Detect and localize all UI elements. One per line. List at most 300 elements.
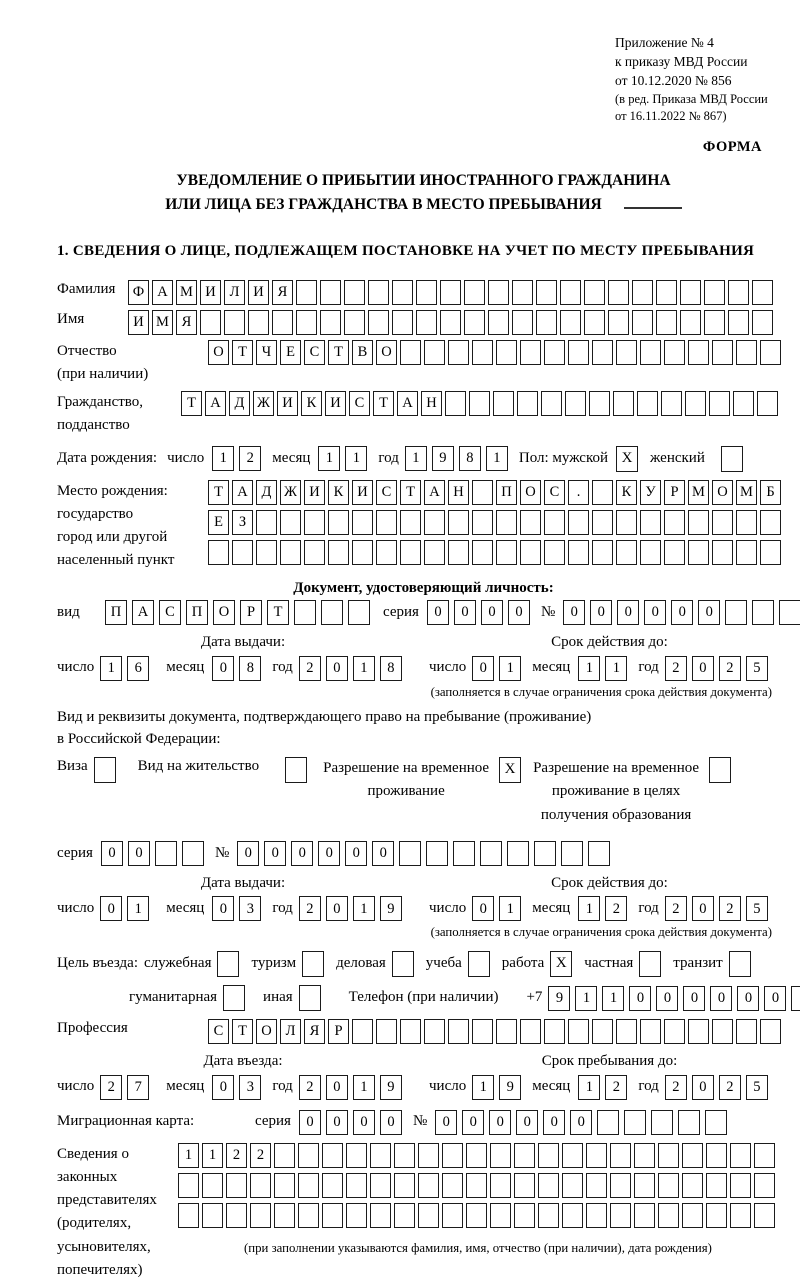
char-cell[interactable] [712,1019,733,1044]
char-cell[interactable] [250,1173,271,1198]
char-cell[interactable] [464,310,485,335]
char-cell[interactable]: 0 [212,1075,234,1100]
char-cell[interactable] [562,1173,583,1198]
char-cell[interactable]: А [424,480,445,505]
char-cell[interactable]: И [352,480,373,505]
char-cell[interactable]: 5 [746,896,768,921]
char-cell[interactable]: 0 [462,1110,484,1135]
char-cell[interactable] [565,391,586,416]
char-cell[interactable]: Р [240,600,262,625]
char-cell[interactable] [424,540,445,565]
gender-female-checkbox[interactable] [721,446,743,472]
char-cell[interactable]: Р [664,480,685,505]
char-cell[interactable] [394,1143,415,1168]
char-cell[interactable]: К [328,480,349,505]
char-cell[interactable]: 0 [590,600,612,625]
char-cell[interactable] [328,540,349,565]
purpose-business-checkbox[interactable] [392,951,414,977]
char-cell[interactable] [448,1019,469,1044]
char-cell[interactable]: С [208,1019,229,1044]
char-cell[interactable]: 9 [548,986,570,1011]
char-cell[interactable] [538,1143,559,1168]
char-cell[interactable] [448,540,469,565]
char-cell[interactable] [224,310,245,335]
char-cell[interactable] [232,540,253,565]
char-cell[interactable] [256,510,277,535]
char-cell[interactable]: Е [208,510,229,535]
char-cell[interactable] [400,540,421,565]
char-cell[interactable]: Н [421,391,442,416]
char-cell[interactable] [561,841,583,866]
char-cell[interactable] [634,1203,655,1228]
char-cell[interactable] [280,540,301,565]
char-cell[interactable] [568,510,589,535]
char-cell[interactable]: 0 [237,841,259,866]
char-cell[interactable] [507,841,529,866]
visa-checkbox[interactable] [94,757,116,783]
char-cell[interactable] [256,540,277,565]
char-cell[interactable]: Р [328,1019,349,1044]
char-cell[interactable] [704,280,725,305]
char-cell[interactable]: 9 [499,1075,521,1100]
char-cell[interactable]: Т [208,480,229,505]
char-cell[interactable]: 1 [353,896,375,921]
char-cell[interactable]: 3 [239,896,261,921]
char-cell[interactable] [706,1143,727,1168]
char-cell[interactable] [376,1019,397,1044]
char-cell[interactable]: 0 [737,986,759,1011]
char-cell[interactable] [445,391,466,416]
purpose-private-checkbox[interactable] [639,951,661,977]
char-cell[interactable]: О [520,480,541,505]
char-cell[interactable] [712,340,733,365]
char-cell[interactable] [208,540,229,565]
char-cell[interactable] [730,1173,751,1198]
char-cell[interactable]: 0 [212,656,234,681]
char-cell[interactable] [656,280,677,305]
char-cell[interactable]: 0 [345,841,367,866]
char-cell[interactable]: 2 [665,656,687,681]
char-cell[interactable]: 1 [486,446,508,471]
char-cell[interactable] [368,280,389,305]
char-cell[interactable] [640,1019,661,1044]
char-cell[interactable]: С [544,480,565,505]
char-cell[interactable] [322,1143,343,1168]
purpose-transit-checkbox[interactable] [729,951,751,977]
char-cell[interactable] [464,280,485,305]
char-cell[interactable] [488,310,509,335]
char-cell[interactable] [399,841,421,866]
char-cell[interactable]: 1 [499,656,521,681]
char-cell[interactable]: 1 [602,986,624,1011]
char-cell[interactable]: 1 [605,656,627,681]
char-cell[interactable]: 2 [299,656,321,681]
char-cell[interactable] [394,1173,415,1198]
char-cell[interactable]: 8 [380,656,402,681]
char-cell[interactable]: 1 [345,446,367,471]
char-cell[interactable] [496,540,517,565]
char-cell[interactable] [544,540,565,565]
char-cell[interactable]: 0 [629,986,651,1011]
char-cell[interactable] [616,340,637,365]
char-cell[interactable]: Т [400,480,421,505]
char-cell[interactable] [426,841,448,866]
char-cell[interactable] [202,1203,223,1228]
char-cell[interactable]: О [213,600,235,625]
char-cell[interactable]: А [232,480,253,505]
char-cell[interactable]: М [176,280,197,305]
char-cell[interactable] [584,280,605,305]
char-cell[interactable] [448,510,469,535]
char-cell[interactable] [453,841,475,866]
char-cell[interactable]: Д [256,480,277,505]
char-cell[interactable]: 0 [326,896,348,921]
char-cell[interactable] [272,310,293,335]
char-cell[interactable] [634,1143,655,1168]
char-cell[interactable]: 0 [671,600,693,625]
char-cell[interactable]: 2 [299,1075,321,1100]
char-cell[interactable]: М [688,480,709,505]
char-cell[interactable] [562,1203,583,1228]
char-cell[interactable] [588,841,610,866]
char-cell[interactable]: Т [181,391,202,416]
char-cell[interactable]: 6 [127,656,149,681]
char-cell[interactable] [568,340,589,365]
char-cell[interactable]: 0 [508,600,530,625]
char-cell[interactable]: 0 [435,1110,457,1135]
char-cell[interactable]: 1 [100,656,122,681]
char-cell[interactable] [321,600,343,625]
char-cell[interactable] [496,340,517,365]
char-cell[interactable] [568,540,589,565]
char-cell[interactable] [466,1143,487,1168]
char-cell[interactable]: 9 [380,896,402,921]
char-cell[interactable]: З [232,510,253,535]
char-cell[interactable]: 2 [250,1143,271,1168]
char-cell[interactable]: 7 [127,1075,149,1100]
char-cell[interactable]: Т [373,391,394,416]
char-cell[interactable] [736,510,757,535]
char-cell[interactable]: 2 [719,656,741,681]
char-cell[interactable] [376,510,397,535]
purpose-official-checkbox[interactable] [217,951,239,977]
char-cell[interactable]: 8 [459,446,481,471]
char-cell[interactable] [294,600,316,625]
char-cell[interactable] [688,540,709,565]
char-cell[interactable] [178,1203,199,1228]
char-cell[interactable] [592,540,613,565]
char-cell[interactable]: П [105,600,127,625]
char-cell[interactable]: 0 [427,600,449,625]
char-cell[interactable]: У [640,480,661,505]
char-cell[interactable] [760,510,781,535]
char-cell[interactable] [488,280,509,305]
char-cell[interactable] [352,510,373,535]
char-cell[interactable] [656,310,677,335]
char-cell[interactable] [440,310,461,335]
char-cell[interactable] [296,310,317,335]
char-cell[interactable] [250,1203,271,1228]
char-cell[interactable] [560,280,581,305]
char-cell[interactable]: 0 [472,656,494,681]
char-cell[interactable] [514,1203,535,1228]
char-cell[interactable]: 0 [291,841,313,866]
char-cell[interactable]: 0 [318,841,340,866]
char-cell[interactable] [592,480,613,505]
char-cell[interactable]: 8 [239,656,261,681]
char-cell[interactable] [442,1173,463,1198]
char-cell[interactable]: Я [304,1019,325,1044]
char-cell[interactable]: И [200,280,221,305]
char-cell[interactable]: 1 [202,1143,223,1168]
char-cell[interactable] [392,280,413,305]
char-cell[interactable]: Ж [280,480,301,505]
char-cell[interactable] [624,1110,646,1135]
char-cell[interactable] [682,1143,703,1168]
char-cell[interactable]: 1 [178,1143,199,1168]
char-cell[interactable] [466,1173,487,1198]
char-cell[interactable] [418,1173,439,1198]
char-cell[interactable] [472,540,493,565]
char-cell[interactable]: 2 [665,896,687,921]
char-cell[interactable] [664,1019,685,1044]
char-cell[interactable]: 1 [127,896,149,921]
char-cell[interactable] [736,340,757,365]
char-cell[interactable] [592,510,613,535]
char-cell[interactable] [512,280,533,305]
char-cell[interactable]: 0 [128,841,150,866]
char-cell[interactable] [754,1203,775,1228]
char-cell[interactable] [610,1173,631,1198]
char-cell[interactable]: Ф [128,280,149,305]
char-cell[interactable]: И [277,391,298,416]
char-cell[interactable] [490,1173,511,1198]
gender-male-checkbox[interactable]: X [616,446,638,472]
char-cell[interactable] [760,1019,781,1044]
char-cell[interactable]: 2 [605,1075,627,1100]
char-cell[interactable] [640,510,661,535]
char-cell[interactable]: 1 [472,1075,494,1100]
char-cell[interactable]: Я [272,280,293,305]
char-cell[interactable]: 2 [299,896,321,921]
char-cell[interactable]: 0 [380,1110,402,1135]
char-cell[interactable]: А [152,280,173,305]
char-cell[interactable]: 0 [764,986,786,1011]
char-cell[interactable] [496,510,517,535]
char-cell[interactable] [202,1173,223,1198]
char-cell[interactable] [616,540,637,565]
purpose-humanitarian-checkbox[interactable] [223,985,245,1011]
char-cell[interactable] [448,340,469,365]
char-cell[interactable]: 0 [212,896,234,921]
char-cell[interactable] [586,1143,607,1168]
char-cell[interactable] [298,1173,319,1198]
char-cell[interactable]: 0 [326,656,348,681]
char-cell[interactable] [568,1019,589,1044]
char-cell[interactable]: 2 [239,446,261,471]
char-cell[interactable] [274,1143,295,1168]
char-cell[interactable] [709,391,730,416]
char-cell[interactable] [346,1203,367,1228]
char-cell[interactable] [706,1203,727,1228]
char-cell[interactable] [178,1173,199,1198]
char-cell[interactable]: 0 [543,1110,565,1135]
char-cell[interactable] [400,1019,421,1044]
purpose-tourism-checkbox[interactable] [302,951,324,977]
char-cell[interactable]: 2 [226,1143,247,1168]
char-cell[interactable] [592,1019,613,1044]
char-cell[interactable]: 2 [665,1075,687,1100]
char-cell[interactable] [754,1173,775,1198]
char-cell[interactable] [706,1173,727,1198]
char-cell[interactable]: 0 [326,1110,348,1135]
char-cell[interactable] [280,510,301,535]
char-cell[interactable] [472,340,493,365]
char-cell[interactable] [791,986,800,1011]
char-cell[interactable] [664,510,685,535]
residence-permit-checkbox[interactable] [285,757,307,783]
char-cell[interactable] [400,340,421,365]
char-cell[interactable] [534,841,556,866]
char-cell[interactable] [416,280,437,305]
char-cell[interactable]: 2 [719,896,741,921]
char-cell[interactable] [274,1173,295,1198]
char-cell[interactable] [760,540,781,565]
char-cell[interactable]: А [397,391,418,416]
char-cell[interactable] [688,510,709,535]
char-cell[interactable] [680,280,701,305]
char-cell[interactable]: . [568,480,589,505]
char-cell[interactable] [517,391,538,416]
char-cell[interactable] [779,600,800,625]
char-cell[interactable] [274,1203,295,1228]
char-cell[interactable]: 1 [318,446,340,471]
char-cell[interactable] [344,280,365,305]
char-cell[interactable]: 1 [353,1075,375,1100]
char-cell[interactable] [651,1110,673,1135]
char-cell[interactable] [320,310,341,335]
char-cell[interactable]: 9 [380,1075,402,1100]
char-cell[interactable] [597,1110,619,1135]
char-cell[interactable] [490,1203,511,1228]
char-cell[interactable] [538,1203,559,1228]
char-cell[interactable] [400,510,421,535]
char-cell[interactable] [226,1203,247,1228]
char-cell[interactable]: М [736,480,757,505]
temp-residence-checkbox[interactable]: X [499,757,521,783]
char-cell[interactable] [440,280,461,305]
char-cell[interactable] [226,1173,247,1198]
char-cell[interactable]: Т [267,600,289,625]
char-cell[interactable]: 5 [746,656,768,681]
char-cell[interactable]: 0 [644,600,666,625]
char-cell[interactable] [634,1173,655,1198]
char-cell[interactable] [248,310,269,335]
char-cell[interactable] [725,600,747,625]
char-cell[interactable]: М [152,310,173,335]
char-cell[interactable]: Д [229,391,250,416]
char-cell[interactable] [661,391,682,416]
char-cell[interactable]: 1 [405,446,427,471]
char-cell[interactable] [586,1173,607,1198]
char-cell[interactable] [544,510,565,535]
char-cell[interactable] [678,1110,700,1135]
char-cell[interactable] [370,1143,391,1168]
char-cell[interactable]: П [496,480,517,505]
temp-residence-edu-checkbox[interactable] [709,757,731,783]
char-cell[interactable] [712,540,733,565]
char-cell[interactable]: 1 [353,656,375,681]
char-cell[interactable] [730,1143,751,1168]
char-cell[interactable] [541,391,562,416]
char-cell[interactable] [688,340,709,365]
char-cell[interactable] [760,340,781,365]
char-cell[interactable]: 0 [264,841,286,866]
char-cell[interactable] [685,391,706,416]
char-cell[interactable] [637,391,658,416]
char-cell[interactable]: 0 [372,841,394,866]
char-cell[interactable] [472,510,493,535]
char-cell[interactable] [632,280,653,305]
char-cell[interactable]: Т [232,340,253,365]
char-cell[interactable]: 0 [100,896,122,921]
char-cell[interactable] [304,540,325,565]
char-cell[interactable] [704,310,725,335]
char-cell[interactable] [346,1143,367,1168]
char-cell[interactable]: К [301,391,322,416]
char-cell[interactable] [466,1203,487,1228]
char-cell[interactable]: И [325,391,346,416]
char-cell[interactable] [728,310,749,335]
char-cell[interactable] [496,1019,517,1044]
char-cell[interactable] [394,1203,415,1228]
char-cell[interactable]: 0 [299,1110,321,1135]
char-cell[interactable]: О [208,340,229,365]
char-cell[interactable]: Т [328,340,349,365]
char-cell[interactable]: 0 [656,986,678,1011]
char-cell[interactable] [705,1110,727,1135]
char-cell[interactable]: С [304,340,325,365]
char-cell[interactable] [520,340,541,365]
char-cell[interactable] [610,1143,631,1168]
purpose-other-checkbox[interactable] [299,985,321,1011]
char-cell[interactable] [304,510,325,535]
char-cell[interactable]: В [352,340,373,365]
char-cell[interactable]: 9 [432,446,454,471]
char-cell[interactable]: 0 [563,600,585,625]
char-cell[interactable] [370,1173,391,1198]
char-cell[interactable]: 2 [605,896,627,921]
char-cell[interactable] [658,1203,679,1228]
char-cell[interactable] [348,600,370,625]
char-cell[interactable] [712,510,733,535]
char-cell[interactable]: Л [280,1019,301,1044]
char-cell[interactable] [544,1019,565,1044]
char-cell[interactable] [664,540,685,565]
char-cell[interactable] [328,510,349,535]
char-cell[interactable]: Л [224,280,245,305]
char-cell[interactable]: Я [176,310,197,335]
char-cell[interactable] [370,1203,391,1228]
char-cell[interactable]: 0 [617,600,639,625]
char-cell[interactable] [493,391,514,416]
char-cell[interactable] [658,1173,679,1198]
char-cell[interactable] [182,841,204,866]
char-cell[interactable]: Е [280,340,301,365]
char-cell[interactable] [514,1143,535,1168]
char-cell[interactable] [616,510,637,535]
char-cell[interactable] [733,391,754,416]
